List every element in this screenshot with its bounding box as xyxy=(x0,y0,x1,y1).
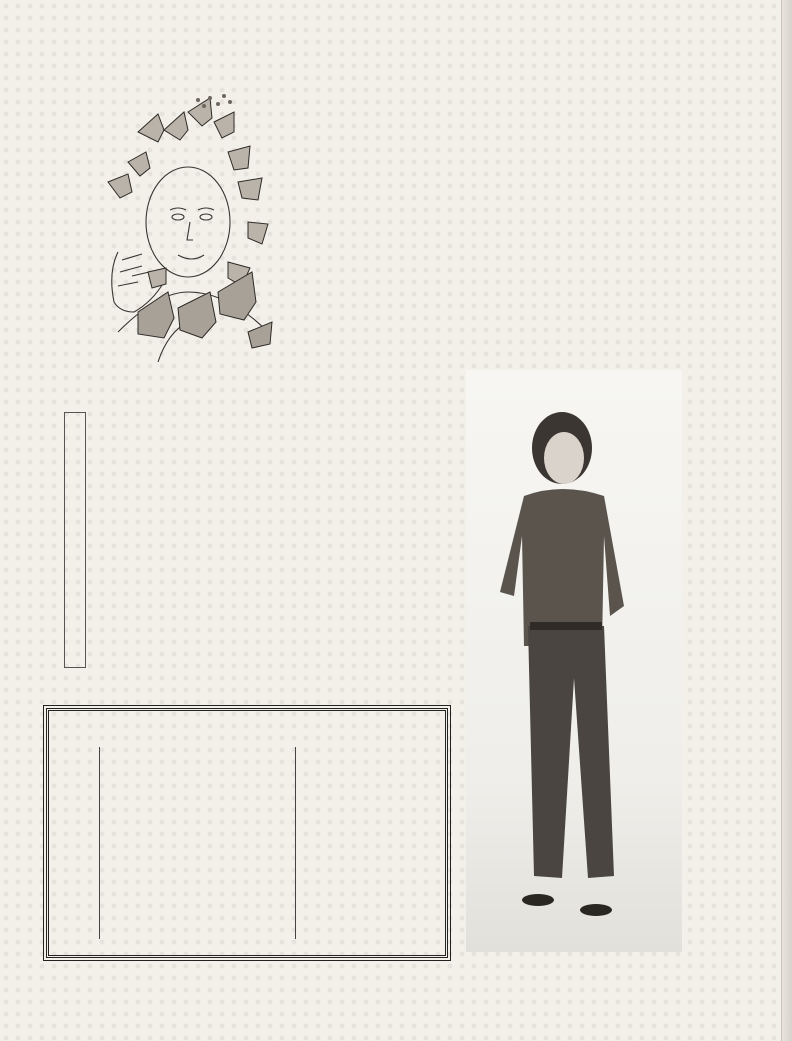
page-edge xyxy=(781,0,792,1041)
top-border-ornament xyxy=(0,36,782,56)
performance-credit-box xyxy=(64,412,86,668)
cast-divider-2 xyxy=(99,747,100,939)
cast-list-box xyxy=(46,708,448,958)
bottom-border-ornament xyxy=(0,966,782,986)
butterfly-illustration xyxy=(78,72,290,362)
cast-divider xyxy=(295,747,296,939)
performer-photo xyxy=(466,370,682,952)
